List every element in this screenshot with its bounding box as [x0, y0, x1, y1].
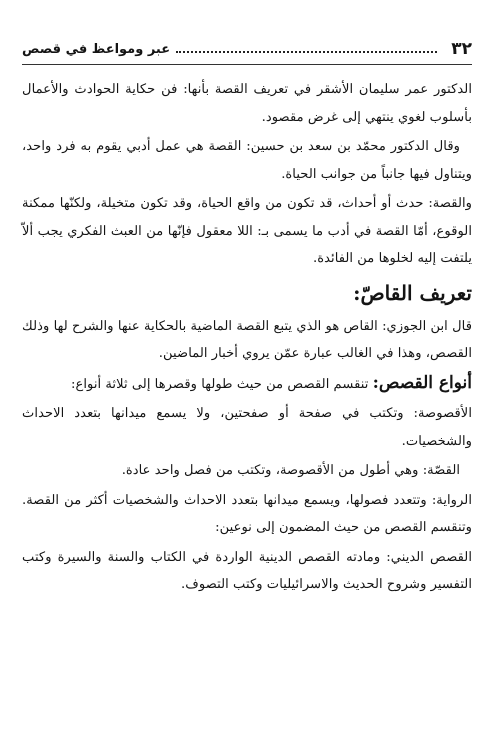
types-text: تنقسم القصص من حيث طولها وقصرها إلى ثلاثة أنواع:: [71, 376, 369, 392]
paragraph-short-story: الأقصوصة: وتكتب في صفحة أو صفحتين، ولا يسمع ميدانها بتعدد الاحداث والشخصيات.: [22, 406, 472, 449]
paragraph-definition-hussein: وقال الدكتور محمّد بن سعد بن حسين: القصة هي عمل أدبي يقوم به فرد واحد، ويتناول فيها جانباً من جوانب الحياة.: [22, 139, 472, 182]
running-title: عبر ومواعظ في قصص: [22, 41, 171, 57]
header-dotted-leader: [176, 51, 437, 53]
page-number: ٣٢: [451, 39, 472, 59]
header-rule: [22, 64, 472, 65]
heading-storyteller-definition: تعريف القاصّ:: [353, 280, 472, 305]
paragraph-story-events: والقصة: حدث أو أحداث، قد تكون من واقع الحياة، وقد تكون متخيلة، ولكنّها ممكنة الوقوع، أمّا القصة في أدب ما يسمى بـ: اللا معقول فإنّها من العبث الفكري يجب ألاّ يلتفت إليه لخلوها من الفائدة.: [22, 196, 472, 266]
paragraph-story: القصّة: وهي أطول من الأقصوصة، وتكتب من فصل واحد عادة.: [121, 463, 460, 478]
paragraph-religious-stories: القصص الديني: ومادته القصص الدينية الواردة في الكتاب والسنة والسيرة وكتب التفسير وشروح الحديث والاسرائيليات وكتب التصوف.: [22, 549, 472, 592]
page-header: [22, 36, 472, 62]
paragraph-novel: الرواية: وتتعدد فصولها، ويسمع ميدانها بتعدد الاحداث والشخصيات أكثر من القصة. وتنقسم القصص من حيث المضمون إلى نوعين:: [22, 492, 472, 535]
paragraph-types-intro: [22, 370, 472, 399]
paragraph-ibn-jawzi: قال ابن الجوزي: القاص هو الذي يتبع القصة الماضية بالحكاية عنها والشرح لها وذلك القصص، وهذا في الغالب عبارة عمّن يروي أخبار الماضين.: [22, 318, 472, 361]
book-page: [22, 28, 472, 743]
types-label: أنواع القصص:: [372, 372, 472, 393]
paragraph-definition-ashqar: الدكتور عمر سليمان الأشقر في تعريف القصة بأنها: فن حكاية الحوادث والأعمال بأسلوب لغوي ينتهي إلى غرض مقصود.: [22, 82, 472, 125]
page-body: [22, 76, 472, 601]
